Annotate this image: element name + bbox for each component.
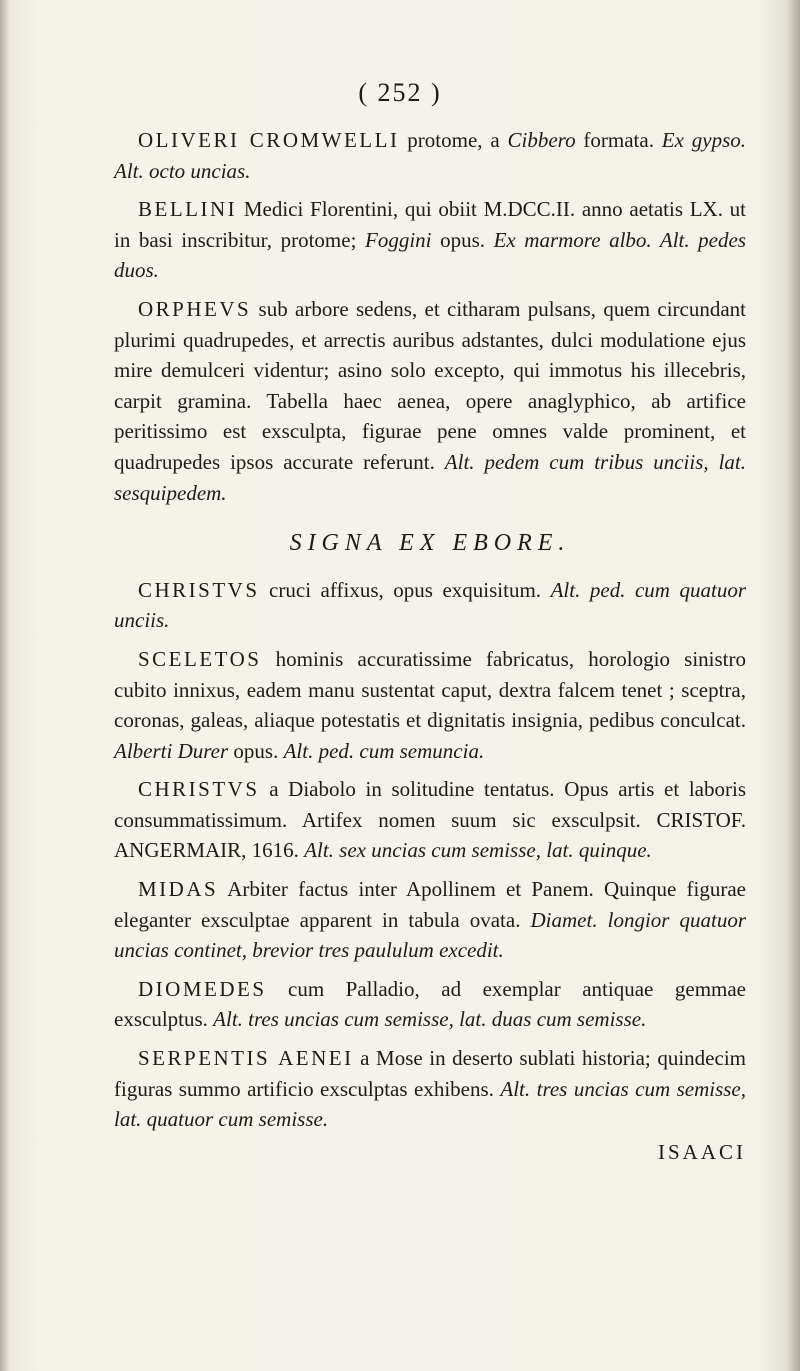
catalogue-entry bbox=[114, 294, 746, 508]
entry-text: opus. bbox=[228, 738, 284, 763]
entry-text: formata. bbox=[575, 128, 662, 152]
entry-name: CHRISTVS bbox=[138, 577, 260, 602]
catalogue-entry bbox=[114, 1043, 746, 1135]
entry-italic-text: Alt. pedem cum tribus unciis, lat. sesquipedem. bbox=[114, 449, 746, 505]
entry-name: SERPENTIS AENEI bbox=[138, 1046, 354, 1071]
entry-italic-text: Foggini bbox=[365, 227, 432, 252]
entry-italic-text: Alt. sex uncias cum semisse, lat. quinque. bbox=[304, 838, 652, 863]
entry-name: DIOMEDES bbox=[138, 976, 267, 1001]
entry-italic-text: Ex gypso. Alt. octo uncias. bbox=[114, 128, 746, 183]
entry-name: OLIVERI CROMWELLI bbox=[138, 128, 400, 152]
entry-italic-text: Ex marmore albo. Alt. pedes duos. bbox=[114, 227, 746, 283]
entry-italic-text: Alt. tres uncias cum semisse, lat. duas cum semisse. bbox=[213, 1007, 647, 1032]
entry-text: hominis accuratissime fabricatus, horologio sinistro cubito innixus, eadem manu sustentat caput, dextra falcem tenet ; sceptra, coronas, galeas, aliaque potestatis et dignitatis insignia, pedibus conculcat. bbox=[114, 646, 746, 733]
entry-name: BELLINI bbox=[138, 197, 238, 222]
entry-text: sub arbore sedens, et citharam pulsans, quem circundant plurimi quadrupedes, et arrectis auribus adstantes, dulci modulatione ejus mire demulceri videntur; asino solo excepto, qui immotus his illecebris, carpit gramina. Tabella haec aenea, opere anaglyphico, ab artifice peritissimo est exsculpta, figurae pene omnes valde prominent, et quadrupedes ipsos accurate referunt. bbox=[114, 296, 746, 474]
catchword: ISAACI bbox=[657, 1139, 746, 1164]
entry-text: cruci affixus, opus exquisitum. bbox=[259, 577, 551, 602]
catalogue-entry bbox=[114, 874, 746, 966]
entry-text: a Mose in deserto sublati historia; quindecim figuras summo artificio exsculptas exhibens. bbox=[114, 1046, 746, 1101]
entry-name: SCELETOS bbox=[138, 646, 262, 671]
entry-text: opus. bbox=[431, 227, 494, 252]
page-shadow-left bbox=[0, 0, 10, 1371]
entry-text: Medici Florentini, qui obiit M.DCC.II. anno aetatis LX. ut in basi inscribitur, protome; bbox=[114, 197, 746, 252]
page-number: ( 252 ) bbox=[358, 78, 442, 107]
entry-name: CHRISTVS bbox=[138, 777, 260, 802]
catalogue-entry bbox=[114, 974, 746, 1035]
entries-before-section bbox=[114, 125, 746, 508]
section-heading: SIGNA EX EBORE. bbox=[289, 530, 571, 557]
entry-italic-text: Alt. ped. cum quatuor unciis. bbox=[114, 577, 746, 633]
page-text bbox=[114, 125, 746, 1167]
catalogue-entry bbox=[114, 125, 746, 186]
catalogue-entry bbox=[114, 194, 746, 286]
entry-italic-text: Cibbero bbox=[507, 128, 576, 152]
entry-text: a Diabolo in solitudine tentatus. Opus artis et laboris consummatissimum. Artifex nomen suum sic exsculpsit. CRISTOF. ANGERMAIR, 1616. bbox=[114, 777, 746, 863]
page-shadow-right bbox=[786, 0, 800, 1371]
entry-text: Arbiter factus inter Apollinem et Panem. Quinque figurae eleganter exsculptae apparent in tabula ovata. bbox=[114, 877, 746, 932]
entry-italic-text: Alberti Durer bbox=[114, 738, 229, 763]
catalogue-entry bbox=[114, 774, 746, 866]
entry-name: ORPHEVS bbox=[138, 296, 252, 321]
entry-italic-text: Diamet. longior quatuor uncias continet, brevior tres paululum excedit. bbox=[114, 907, 747, 963]
catalogue-entry bbox=[114, 575, 746, 636]
catalogue-entry bbox=[114, 644, 746, 766]
entry-italic-text: Alt. ped. cum semuncia. bbox=[283, 738, 485, 763]
entry-text: protome, a bbox=[399, 128, 508, 152]
entry-italic-text: Alt. tres uncias cum semisse, lat. quatuor cum semisse. bbox=[114, 1076, 746, 1132]
entries-after-section bbox=[114, 575, 746, 1135]
entry-text: cum Palladio, ad exemplar antiquae gemmae exsculptus. bbox=[114, 976, 746, 1032]
entry-name: MIDAS bbox=[138, 877, 219, 902]
